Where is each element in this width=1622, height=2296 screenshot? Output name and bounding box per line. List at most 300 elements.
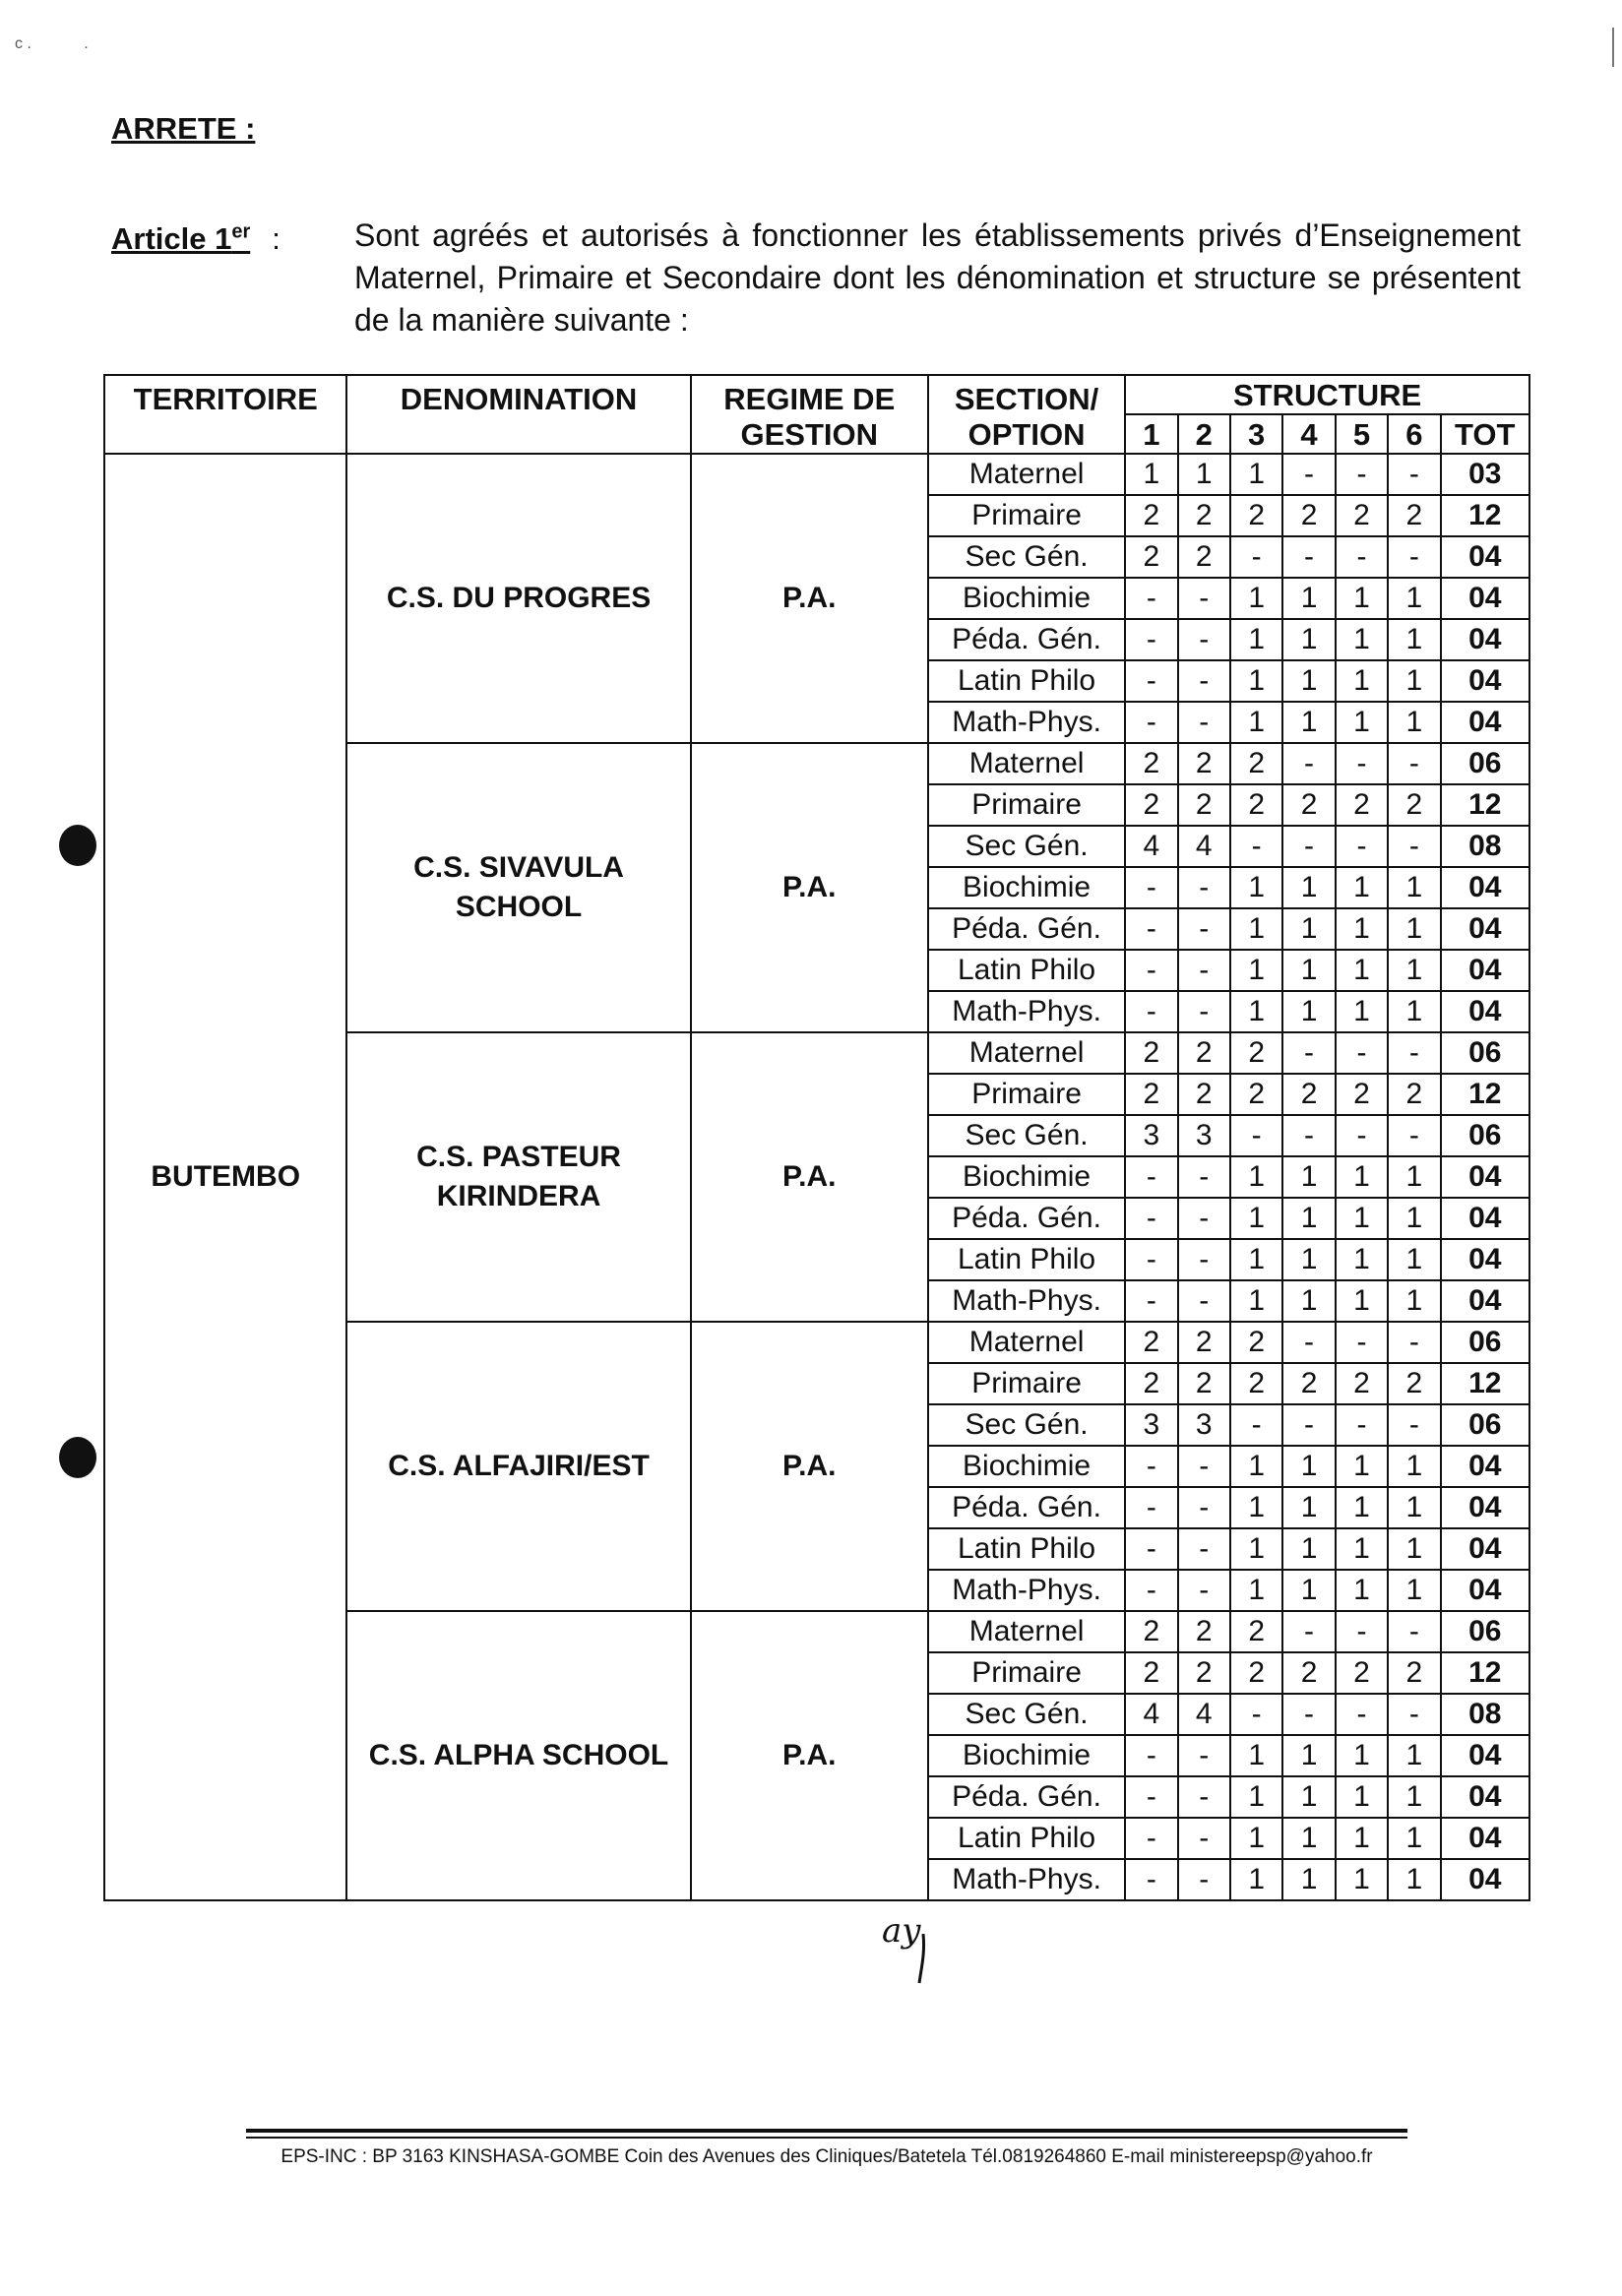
structure-cell: - [1282,1322,1335,1363]
total-cell: 04 [1441,578,1529,619]
structure-cell: - [1178,1156,1230,1198]
article-text: Sont agréés et autorisés à fonctionner les établissements privés d’Enseignement Maternel, Primaire et Secondaire dont les dénomination et structure se présentent de la manière suivante : [354,217,1521,338]
total-cell: 12 [1441,784,1529,826]
total-cell: 06 [1441,743,1529,784]
structure-cell: 1 [1230,1487,1282,1528]
structure-cell: 2 [1178,1611,1230,1652]
total-cell: 04 [1441,991,1529,1032]
school-name: C.S. ALPHA SCHOOL [346,1611,690,1900]
structure-cell: - [1282,536,1335,578]
structure-cell: 2 [1230,1322,1282,1363]
article-colon: : [272,221,281,257]
structure-cell: 1 [1388,908,1440,950]
structure-cell: 1 [1388,1198,1440,1239]
structure-cell: 1 [1388,702,1440,743]
structure-cell: 2 [1336,784,1388,826]
section-cell: Maternel [928,743,1125,784]
header-structure: STRUCTURE [1125,375,1529,414]
section-cell: Primaire [928,495,1125,536]
total-cell: 08 [1441,1694,1529,1735]
structure-cell: - [1282,1115,1335,1156]
structure-cell: 1 [1282,1446,1335,1487]
section-cell: Math-Phys. [928,1859,1125,1900]
structure-cell: - [1336,1115,1388,1156]
structure-cell: 2 [1125,1652,1177,1694]
structure-cell: 1 [1388,991,1440,1032]
structure-cell: - [1388,743,1440,784]
structure-cell: 1 [1230,619,1282,660]
total-cell: 04 [1441,1487,1529,1528]
structure-cell: 2 [1125,743,1177,784]
total-cell: 04 [1441,1239,1529,1280]
scan-specks: c . . [15,35,89,52]
structure-cell: 1 [1282,1239,1335,1280]
structure-cell: - [1336,536,1388,578]
structure-cell: - [1125,950,1177,991]
footer-rule [246,2129,1407,2133]
structure-cell: - [1388,1611,1440,1652]
structure-cell: 1 [1230,1528,1282,1570]
structure-cell: 1 [1230,1570,1282,1611]
total-cell: 12 [1441,1074,1529,1115]
structure-cell: 1 [1282,578,1335,619]
total-cell: 04 [1441,867,1529,908]
structure-cell: - [1125,908,1177,950]
total-cell: 04 [1441,1280,1529,1322]
structure-cell: - [1388,1032,1440,1074]
structure-cell: 2 [1125,536,1177,578]
structure-cell: 1 [1336,619,1388,660]
section-cell: Latin Philo [928,950,1125,991]
structure-cell: 2 [1230,743,1282,784]
structure-cell: 1 [1282,1818,1335,1859]
structure-cell: - [1230,1404,1282,1446]
structure-cell: - [1388,454,1440,495]
total-cell: 04 [1441,1859,1529,1900]
structure-cell: 2 [1282,1363,1335,1404]
structure-cell: - [1336,826,1388,867]
structure-cell: 1 [1282,1156,1335,1198]
structure-cell: 1 [1230,1818,1282,1859]
total-cell: 04 [1441,1198,1529,1239]
structure-cell: 2 [1230,784,1282,826]
total-cell: 04 [1441,1776,1529,1818]
structure-cell: 1 [1125,454,1177,495]
regime-cell: P.A. [691,1322,928,1611]
structure-cell: - [1336,1611,1388,1652]
structure-cell: - [1125,867,1177,908]
structure-cell: - [1125,1776,1177,1818]
structure-cell: 2 [1230,1652,1282,1694]
structure-cell: 1 [1282,908,1335,950]
section-cell: Primaire [928,1074,1125,1115]
structure-cell: - [1125,619,1177,660]
section-cell: Math-Phys. [928,1280,1125,1322]
structure-cell: 1 [1230,660,1282,702]
structure-cell: 1 [1336,991,1388,1032]
structure-cell: 2 [1125,495,1177,536]
total-cell: 03 [1441,454,1529,495]
structure-cell: 1 [1388,1570,1440,1611]
structure-cell: 1 [1230,454,1282,495]
structure-cell: - [1388,1115,1440,1156]
structure-cell: 1 [1336,702,1388,743]
structure-cell: - [1178,1735,1230,1776]
header-col-3: 3 [1230,414,1282,454]
structure-cell: 1 [1336,1446,1388,1487]
structure-cell: 1 [1336,578,1388,619]
section-cell: Biochimie [928,1156,1125,1198]
header-col-4: 4 [1282,414,1335,454]
section-cell: Péda. Gén. [928,908,1125,950]
regime-cell: P.A. [691,454,928,743]
section-cell: Primaire [928,784,1125,826]
structure-cell: 2 [1388,1074,1440,1115]
total-cell: 06 [1441,1404,1529,1446]
structure-cell: 1 [1282,619,1335,660]
total-cell: 06 [1441,1032,1529,1074]
structure-cell: 4 [1125,826,1177,867]
structure-cell: 1 [1388,950,1440,991]
structure-cell: - [1230,1115,1282,1156]
section-cell: Biochimie [928,1446,1125,1487]
structure-cell: 2 [1125,784,1177,826]
header-col-tot: TOT [1441,414,1529,454]
structure-cell: 2 [1178,1074,1230,1115]
margin-mark [1612,28,1614,67]
structure-cell: - [1336,454,1388,495]
school-name: C.S. SIVAVULA SCHOOL [346,743,690,1032]
section-cell: Maternel [928,1032,1125,1074]
section-cell: Sec Gén. [928,1694,1125,1735]
structure-cell: 1 [1388,578,1440,619]
structure-cell: 2 [1125,1611,1177,1652]
structure-cell: - [1336,1404,1388,1446]
structure-cell: 1 [1230,1239,1282,1280]
structure-cell: 1 [1388,1528,1440,1570]
structure-cell: 2 [1178,495,1230,536]
section-cell: Primaire [928,1652,1125,1694]
structure-cell: 1 [1336,1156,1388,1198]
school-name: C.S. ALFAJIRI/EST [346,1322,690,1611]
section-cell: Sec Gén. [928,536,1125,578]
structure-cell: 1 [1230,1156,1282,1198]
structure-cell: - [1336,1322,1388,1363]
structure-cell: 2 [1125,1074,1177,1115]
punch-hole [59,825,96,866]
structure-cell: - [1178,702,1230,743]
structure-cell: 2 [1125,1363,1177,1404]
structure-cell: 2 [1282,1074,1335,1115]
header-col-2: 2 [1178,414,1230,454]
school-name: C.S. DU PROGRES [346,454,690,743]
structure-cell: - [1178,1776,1230,1818]
total-cell: 06 [1441,1611,1529,1652]
structure-cell: - [1125,1487,1177,1528]
structure-cell: 2 [1230,1363,1282,1404]
structure-cell: - [1336,1694,1388,1735]
structure-cell: 1 [1336,1818,1388,1859]
structure-cell: 2 [1388,784,1440,826]
structure-cell: - [1282,1404,1335,1446]
total-cell: 04 [1441,908,1529,950]
structure-cell: 2 [1230,495,1282,536]
structure-cell: - [1178,908,1230,950]
structure-cell: 4 [1178,1694,1230,1735]
structure-cell: 1 [1230,1198,1282,1239]
header-denomination: DENOMINATION [346,375,690,454]
structure-cell: - [1125,991,1177,1032]
section-cell: Math-Phys. [928,702,1125,743]
regime-cell: P.A. [691,1611,928,1900]
structure-cell: 2 [1125,1032,1177,1074]
structure-cell: - [1125,1818,1177,1859]
total-cell: 12 [1441,495,1529,536]
section-cell: Math-Phys. [928,1570,1125,1611]
structure-cell: - [1125,702,1177,743]
structure-cell: 1 [1282,950,1335,991]
structure-cell: 1 [1230,991,1282,1032]
structure-cell: 2 [1230,1611,1282,1652]
article-label-text: Article 1 [111,221,232,257]
total-cell: 04 [1441,1735,1529,1776]
territoire-cell: BUTEMBO [104,454,346,1900]
total-cell: 12 [1441,1652,1529,1694]
structure-cell: 2 [1282,784,1335,826]
structure-cell: 1 [1388,660,1440,702]
structure-cell: 3 [1178,1115,1230,1156]
structure-cell: 1 [1336,1198,1388,1239]
structure-cell: 2 [1178,1032,1230,1074]
structure-cell: 1 [1336,1528,1388,1570]
regime-cell: P.A. [691,1032,928,1322]
structure-cell: 2 [1178,1322,1230,1363]
section-cell: Biochimie [928,867,1125,908]
section-cell: Péda. Gén. [928,1487,1125,1528]
structure-cell: - [1125,1198,1177,1239]
structure-cell: 1 [1388,1818,1440,1859]
total-cell: 06 [1441,1115,1529,1156]
regime-cell: P.A. [691,743,928,1032]
punch-hole [59,1437,96,1478]
table-row [104,454,1529,495]
structure-cell: 1 [1336,1239,1388,1280]
total-cell: 04 [1441,950,1529,991]
structure-cell: 3 [1125,1404,1177,1446]
structure-cell: - [1125,1528,1177,1570]
structure-cell: 1 [1282,1735,1335,1776]
header-col-1: 1 [1125,414,1177,454]
structure-cell: 1 [1388,619,1440,660]
structure-cell: 1 [1388,867,1440,908]
structure-cell: - [1178,1487,1230,1528]
structure-cell: - [1230,1694,1282,1735]
structure-cell: 1 [1230,908,1282,950]
structure-cell: - [1388,1404,1440,1446]
heading: ARRETE : [111,111,256,146]
structure-cell: - [1125,660,1177,702]
total-cell: 04 [1441,660,1529,702]
structure-cell: 2 [1336,495,1388,536]
structure-cell: 3 [1125,1115,1177,1156]
structure-cell: 2 [1282,1652,1335,1694]
structure-cell: 2 [1388,495,1440,536]
total-cell: 08 [1441,826,1529,867]
section-cell: Math-Phys. [928,991,1125,1032]
structure-cell: - [1388,826,1440,867]
total-cell: 06 [1441,1322,1529,1363]
section-cell: Latin Philo [928,1528,1125,1570]
structure-cell: - [1388,1694,1440,1735]
structure-cell: 1 [1336,660,1388,702]
structure-cell: - [1178,1446,1230,1487]
article-superscript: er [231,221,251,243]
structure-cell: 1 [1282,1776,1335,1818]
section-cell: Latin Philo [928,1818,1125,1859]
structure-cell: 1 [1388,1776,1440,1818]
total-cell: 04 [1441,536,1529,578]
structure-cell: 2 [1336,1652,1388,1694]
total-cell: 04 [1441,1528,1529,1570]
structure-cell: - [1282,1611,1335,1652]
structure-cell: 4 [1178,826,1230,867]
section-cell: Sec Gén. [928,1404,1125,1446]
section-cell: Maternel [928,454,1125,495]
total-cell: 04 [1441,1818,1529,1859]
structure-cell: 1 [1282,702,1335,743]
structure-cell: - [1178,950,1230,991]
total-cell: 04 [1441,619,1529,660]
signature [876,1904,955,1988]
structure-cell: 1 [1282,1198,1335,1239]
structure-cell: 1 [1388,1487,1440,1528]
structure-cell: - [1178,619,1230,660]
structure-cell: 1 [1282,1528,1335,1570]
structure-cell: - [1230,826,1282,867]
structure-cell: - [1178,1239,1230,1280]
section-cell: Maternel [928,1611,1125,1652]
structure-cell: - [1125,1859,1177,1900]
total-cell: 04 [1441,1446,1529,1487]
structure-cell: - [1178,991,1230,1032]
structure-cell: 2 [1178,743,1230,784]
structure-cell: 2 [1178,536,1230,578]
total-cell: 04 [1441,1570,1529,1611]
section-cell: Péda. Gén. [928,1198,1125,1239]
structure-cell: 2 [1178,784,1230,826]
structure-cell: 1 [1336,950,1388,991]
structure-cell: - [1178,1570,1230,1611]
footer-rule-thin [246,2137,1407,2139]
structure-cell: - [1178,1280,1230,1322]
structure-cell: 1 [1230,702,1282,743]
structure-cell: 1 [1282,660,1335,702]
section-cell: Biochimie [928,1735,1125,1776]
structure-cell: 1 [1336,867,1388,908]
header-territoire: TERRITOIRE [104,375,346,454]
table-body [104,454,1529,1900]
structure-cell: 1 [1388,1280,1440,1322]
structure-cell: - [1178,1528,1230,1570]
structure-cell: - [1282,1032,1335,1074]
structure-cell: 1 [1230,867,1282,908]
structure-cell: 1 [1230,1280,1282,1322]
structure-cell: 2 [1125,1322,1177,1363]
section-cell: Latin Philo [928,1239,1125,1280]
structure-cell: 2 [1230,1074,1282,1115]
structure-cell: - [1178,1198,1230,1239]
schools-table [103,374,1530,1901]
structure-cell: 4 [1125,1694,1177,1735]
structure-cell: - [1125,578,1177,619]
structure-cell: 2 [1336,1363,1388,1404]
structure-cell: - [1178,1818,1230,1859]
structure-cell: - [1336,1032,1388,1074]
section-cell: Maternel [928,1322,1125,1363]
structure-cell: 2 [1230,1032,1282,1074]
structure-cell: - [1282,1694,1335,1735]
section-cell: Péda. Gén. [928,619,1125,660]
section-cell: Biochimie [928,578,1125,619]
structure-cell: - [1178,578,1230,619]
structure-cell: 1 [1230,1446,1282,1487]
structure-cell: 1 [1336,1487,1388,1528]
article-label [111,221,281,257]
structure-cell: 1 [1230,578,1282,619]
signature-initials: ay [882,1911,921,1951]
total-cell: 04 [1441,702,1529,743]
structure-cell: 2 [1178,1652,1230,1694]
structure-cell: 1 [1388,1735,1440,1776]
structure-cell: - [1282,743,1335,784]
structure-cell: 2 [1388,1652,1440,1694]
structure-cell: 1 [1230,950,1282,991]
structure-cell: 1 [1336,908,1388,950]
structure-cell: 1 [1336,1570,1388,1611]
structure-cell: - [1125,1570,1177,1611]
section-cell: Primaire [928,1363,1125,1404]
structure-cell: 1 [1282,1570,1335,1611]
structure-cell: 1 [1230,1776,1282,1818]
section-cell: Sec Gén. [928,1115,1125,1156]
section-cell: Péda. Gén. [928,1776,1125,1818]
section-cell: Latin Philo [928,660,1125,702]
structure-cell: 1 [1336,1776,1388,1818]
structure-cell: - [1282,826,1335,867]
school-name: C.S. PASTEUR KIRINDERA [346,1032,690,1322]
structure-cell: 1 [1388,1446,1440,1487]
structure-cell: 1 [1282,991,1335,1032]
structure-cell: 1 [1336,1859,1388,1900]
structure-cell: 1 [1282,867,1335,908]
header-section: SECTION/ OPTION [928,375,1125,454]
header-col-5: 5 [1336,414,1388,454]
total-cell: 04 [1441,1156,1529,1198]
structure-cell: - [1388,1322,1440,1363]
structure-cell: - [1178,1859,1230,1900]
footer-address: EPS-INC : BP 3163 KINSHASA-GOMBE Coin des Avenues des Cliniques/Batetela Tél.0819264860 E-mail ministereepsp@yahoo.fr [281,2146,1373,2167]
structure-cell: 3 [1178,1404,1230,1446]
structure-cell: 1 [1178,454,1230,495]
structure-cell: - [1125,1735,1177,1776]
structure-cell: 1 [1388,1156,1440,1198]
structure-cell: 2 [1336,1074,1388,1115]
structure-cell: 1 [1336,1280,1388,1322]
structure-cell: - [1178,867,1230,908]
section-cell: Sec Gén. [928,826,1125,867]
structure-cell: 1 [1388,1859,1440,1900]
structure-cell: 2 [1282,495,1335,536]
